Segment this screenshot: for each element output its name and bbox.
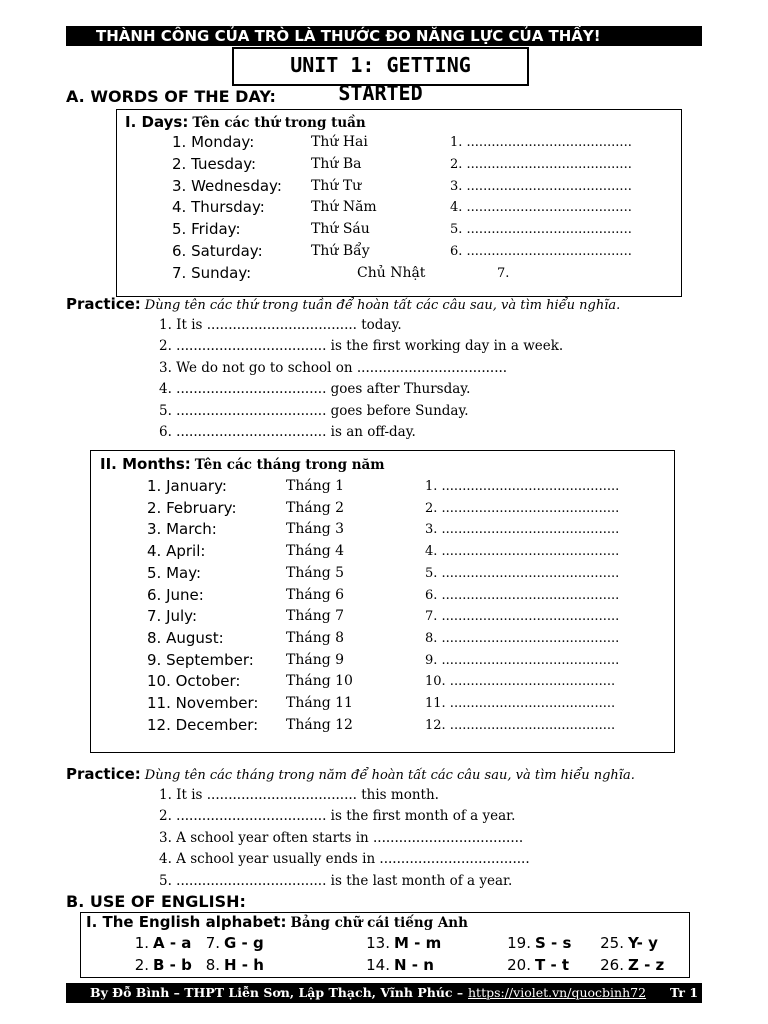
alphabet-cell-number: 13. <box>366 934 390 952</box>
practice-1-sentence: 1. It is ................................... today. <box>159 317 402 333</box>
practice-1-sentence: 3. We do not go to school on ................................... <box>159 359 508 376</box>
alphabet-cell-letters: Y- y <box>628 934 658 952</box>
month-vietnamese: Tháng 10 <box>286 673 353 690</box>
month-vietnamese: Tháng 7 <box>286 608 345 625</box>
month-answer-blank: 6. ........................................... <box>425 587 620 603</box>
practice-2-label: Practice: <box>66 765 141 783</box>
month-answer-blank: 9. ........................................... <box>425 652 620 668</box>
practice-2-sentence: 2. ................................... is the first month of a year. <box>159 808 516 825</box>
month-answer-blank: 1. ........................................... <box>425 479 620 494</box>
month-vietnamese: Tháng 11 <box>286 695 353 711</box>
day-name: 7. Sunday: <box>172 263 252 282</box>
day-row <box>0 155 768 177</box>
month-vietnamese: Tháng 1 <box>286 478 345 494</box>
practice-1-instruction: Dùng tên các thứ trong tuần để hoàn tất các câu sau, và tìm hiểu nghĩa. <box>144 298 621 313</box>
practice-2-sentence: 5. ................................... is the last month of a year. <box>159 872 513 889</box>
month-row <box>0 607 768 629</box>
alphabet-cell-number: 20. <box>507 956 531 974</box>
alphabet-cell-number: 14. <box>366 956 390 974</box>
day-row <box>0 198 768 220</box>
month-answer-blank: 8. ........................................... <box>425 630 620 646</box>
month-name: 7. July: <box>147 607 198 626</box>
header-banner-text: THÀNH CÔNG CỦA TRÒ LÀ THƯỚC ĐO NĂNG LỰC CỦA THẦY! <box>96 27 601 45</box>
days-heading-vi: Tên các thứ trong tuần <box>192 115 366 131</box>
practice-2 <box>66 765 635 784</box>
practice-1-sentence: 2. ................................... is the first working day in a week. <box>159 338 564 355</box>
month-row <box>0 542 768 564</box>
month-answer-blank: 4. ........................................... <box>425 544 620 560</box>
day-name: 6. Saturday: <box>172 242 263 260</box>
month-vietnamese: Tháng 6 <box>286 586 345 603</box>
month-vietnamese: Tháng 3 <box>286 521 345 538</box>
footer-page-number: Tr 1 <box>670 985 699 1000</box>
alphabet-cell-number: 7. <box>205 934 220 952</box>
day-answer-blank: 4. ........................................ <box>450 200 632 216</box>
practice-2-sentence: 4. A school year usually ends in ................................... <box>159 851 530 868</box>
days-heading <box>125 113 366 132</box>
month-name: 11. November: <box>147 694 259 712</box>
alphabet-cell-number: 1. <box>134 934 149 952</box>
day-vietnamese: Chủ Nhật <box>357 264 426 281</box>
alphabet-cell-number: 8. <box>205 956 220 974</box>
footer-author: By Đỗ Bình – THPT Liễn Sơn, Lập Thạch, Vĩnh Phúc – <box>90 985 464 1000</box>
month-answer-blank: 2. ........................................... <box>425 500 620 516</box>
month-vietnamese: Tháng 2 <box>286 499 345 516</box>
practice-2-sentence: 3. A school year often starts in ................................... <box>159 829 524 846</box>
alphabet-cell <box>180 956 264 974</box>
day-answer-blank: 2. ........................................ <box>450 156 632 172</box>
alphabet-heading-label: I. The English alphabet: <box>86 913 287 931</box>
alphabet-cell <box>491 934 571 952</box>
alphabet-cell-letters: H - h <box>224 956 264 974</box>
month-answer-blank: 7. ........................................... <box>425 609 620 625</box>
month-vietnamese: Tháng 8 <box>286 629 345 646</box>
day-row <box>0 133 768 155</box>
alphabet-cell <box>350 934 441 952</box>
unit-title: UNIT 1: GETTING STARTED <box>290 53 471 105</box>
month-row <box>0 694 768 716</box>
month-name: 4. April: <box>147 542 206 561</box>
unit-title-box <box>232 47 529 105</box>
days-heading-label: I. Days: <box>125 113 189 131</box>
day-vietnamese: Thứ Ba <box>311 155 362 172</box>
practice-1-sentence: 6. ................................... is an off-day. <box>159 424 416 440</box>
day-vietnamese: Thứ Tư <box>311 177 362 194</box>
alphabet-cell <box>584 934 658 952</box>
day-vietnamese: Thứ Hai <box>311 134 368 150</box>
alphabet-cell-number: 26. <box>600 956 624 974</box>
month-answer-blank: 12. ........................................ <box>425 717 616 733</box>
month-answer-blank: 5. ........................................... <box>425 565 620 581</box>
day-vietnamese: Thứ Năm <box>311 199 377 216</box>
day-answer-blank: 6. ........................................ <box>450 244 632 259</box>
month-vietnamese: Tháng 5 <box>286 564 345 581</box>
month-name: 12. December: <box>147 715 259 734</box>
month-row <box>0 629 768 651</box>
month-name: 1. January: <box>147 477 227 495</box>
day-row <box>0 177 768 199</box>
alphabet-heading-vi: Bảng chữ cái tiếng Anh <box>290 915 468 931</box>
month-row <box>0 672 768 694</box>
alphabet-cell-letters: T - t <box>535 956 570 974</box>
day-row <box>0 264 768 286</box>
month-vietnamese: Tháng 12 <box>286 716 353 733</box>
alphabet-cell-letters: Z - z <box>628 956 665 974</box>
month-vietnamese: Tháng 4 <box>286 543 345 560</box>
month-row <box>0 564 768 586</box>
day-answer-blank: 7. <box>497 265 510 281</box>
alphabet-cell-number: 25. <box>600 934 624 952</box>
month-name: 9. September: <box>147 650 254 669</box>
month-name: 2. February: <box>147 498 237 517</box>
alphabet-cell <box>491 956 569 974</box>
practice-1 <box>66 295 620 314</box>
day-name: 3. Wednesday: <box>172 176 282 195</box>
day-name: 2. Tuesday: <box>172 154 257 173</box>
alphabet-cell-letters: G - g <box>224 934 264 952</box>
day-row <box>0 220 768 242</box>
alphabet-cell-number: 2. <box>134 956 149 974</box>
month-row <box>0 477 768 499</box>
month-row <box>0 586 768 608</box>
month-name: 3. March: <box>147 520 217 539</box>
alphabet-cell <box>584 956 664 974</box>
alphabet-cell <box>350 956 434 974</box>
month-row <box>0 716 768 738</box>
footer-link[interactable]: https://violet.vn/quocbinh72 <box>468 985 647 1000</box>
day-answer-blank: 5. ........................................ <box>450 222 632 238</box>
alphabet-cell-letters: N - n <box>394 956 434 974</box>
month-answer-blank: 10. ........................................ <box>425 674 616 690</box>
practice-2-instruction: Dùng tên các tháng trong năm để hoàn tất các câu sau, và tìm hiểu nghĩa. <box>144 768 635 783</box>
months-heading-label: II. Months: <box>100 455 191 473</box>
alphabet-cell-letters: B - b <box>153 956 192 974</box>
day-answer-blank: 3. ........................................ <box>450 178 632 194</box>
header-banner <box>66 26 702 46</box>
months-heading <box>100 455 385 474</box>
day-name: 4. Thursday: <box>172 198 265 217</box>
alphabet-cell <box>180 934 264 952</box>
alphabet-cell-letters: S - s <box>535 934 572 952</box>
practice-1-sentence: 4. ................................... goes after Thursday. <box>159 381 471 398</box>
practice-1-sentence: 5. ................................... goes before Sunday. <box>159 402 469 419</box>
day-answer-blank: 1. ........................................ <box>450 135 632 150</box>
alphabet-heading <box>86 913 468 932</box>
practice-2-sentence: 1. It is ................................... this month. <box>159 787 439 803</box>
day-vietnamese: Thứ Bẩy <box>311 243 370 259</box>
month-row <box>0 499 768 521</box>
month-row <box>0 651 768 673</box>
alphabet-cell-letters: A - a <box>153 934 192 952</box>
alphabet-cell-number: 19. <box>507 934 531 952</box>
month-name: 5. May: <box>147 563 202 582</box>
alphabet-cell-letters: M - m <box>394 934 442 952</box>
months-heading-vi: Tên các tháng trong năm <box>194 457 385 473</box>
day-vietnamese: Thứ Sáu <box>311 221 370 238</box>
practice-1-label: Practice: <box>66 295 141 313</box>
month-name: 8. August: <box>147 628 224 647</box>
section-a-title: A. WORDS OF THE DAY: <box>66 87 276 106</box>
month-answer-blank: 3. ........................................... <box>425 522 620 538</box>
section-b-title: B. USE OF ENGLISH: <box>66 892 246 911</box>
day-row <box>0 242 768 264</box>
month-name: 6. June: <box>147 585 204 604</box>
day-name: 5. Friday: <box>172 220 241 239</box>
month-vietnamese: Tháng 9 <box>286 651 345 668</box>
footer-bar <box>66 983 702 1003</box>
day-name: 1. Monday: <box>172 133 255 151</box>
month-name: 10. October: <box>147 672 241 691</box>
month-row <box>0 520 768 542</box>
month-answer-blank: 11. ........................................ <box>425 696 616 711</box>
